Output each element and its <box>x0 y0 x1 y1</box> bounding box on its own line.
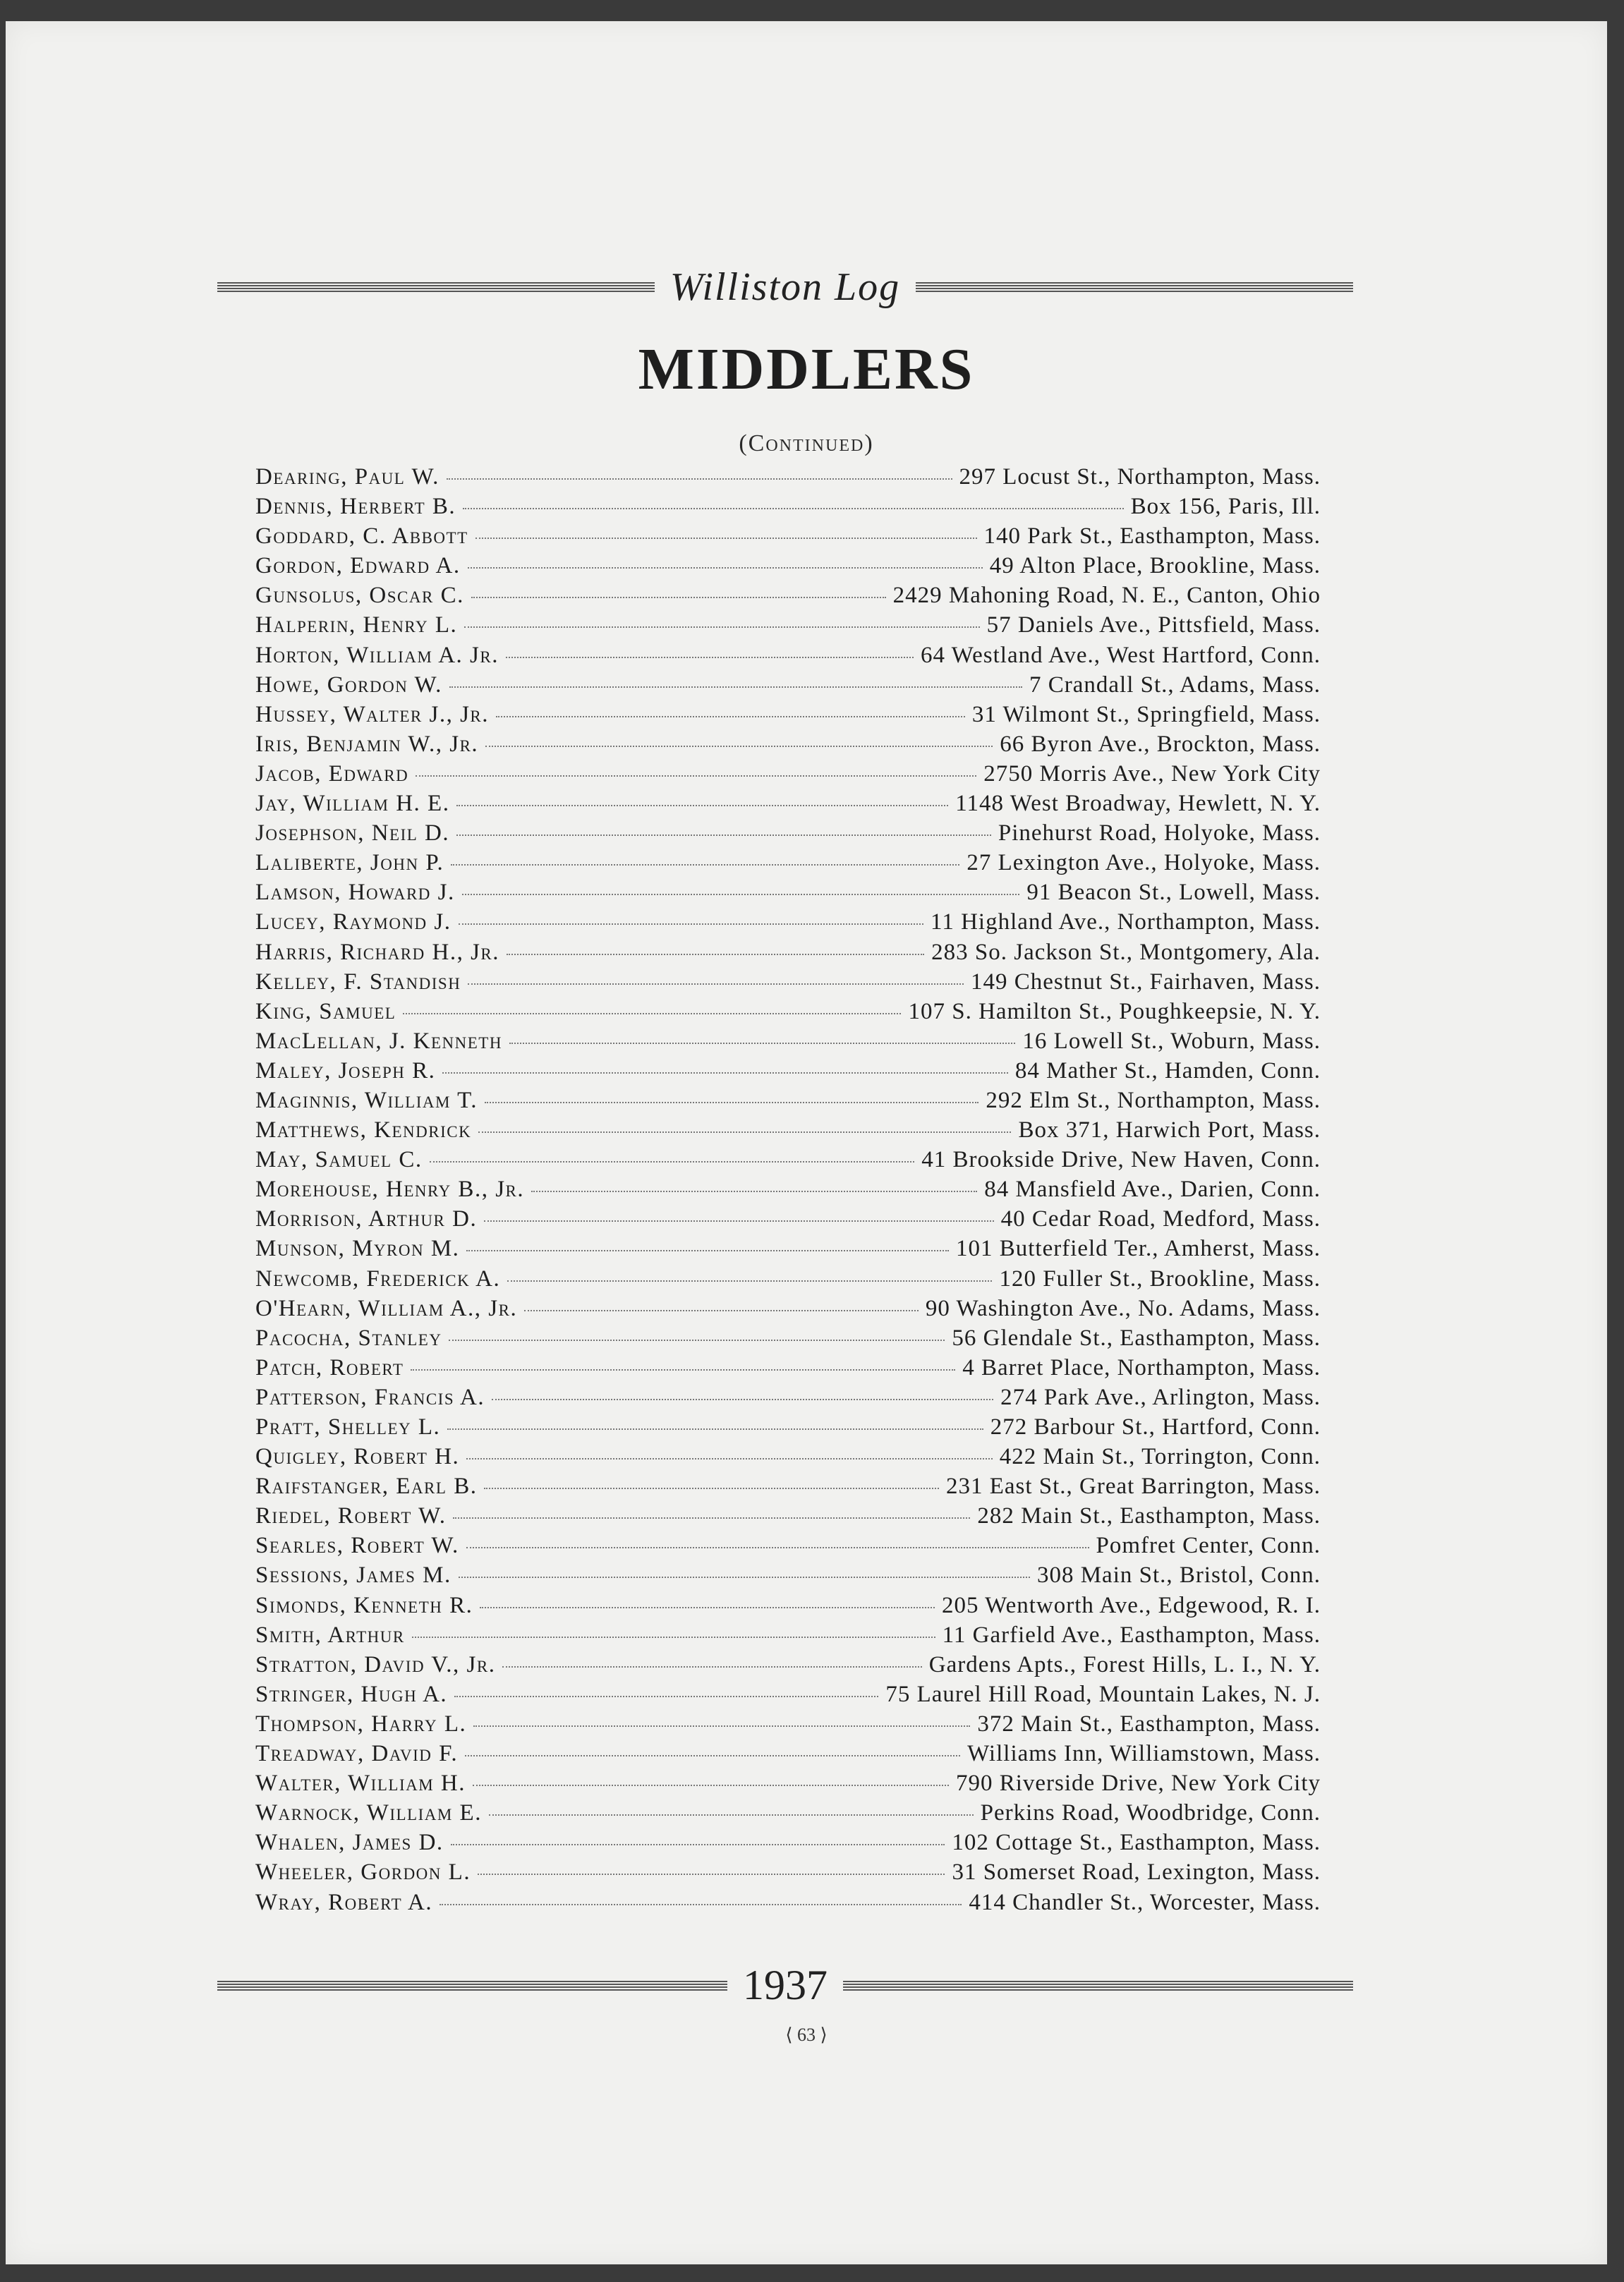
list-item <box>255 1652 1321 1682</box>
dot-leader <box>524 1309 919 1311</box>
entry-address: 231 East St., Great Barrington, Mass. <box>945 1474 1321 1500</box>
dot-leader <box>465 1754 960 1756</box>
list-item <box>255 1622 1321 1652</box>
dot-leader <box>453 1517 970 1519</box>
entry-address: 56 Glendale St., Easthampton, Mass. <box>952 1325 1321 1351</box>
list-item <box>255 1058 1321 1088</box>
footer-left-rule <box>217 1981 727 1991</box>
header-right-rule <box>916 282 1353 292</box>
entry-name: O'Hearn, William A., Jr. <box>255 1295 518 1321</box>
entry-address: 75 Laurel Hill Road, Mountain Lakes, N. J. <box>885 1681 1321 1707</box>
entry-address: 414 Chandler St., Worcester, Mass. <box>969 1889 1321 1915</box>
list-item <box>255 1117 1321 1147</box>
dot-leader <box>485 1101 978 1103</box>
entry-address: 1148 West Broadway, Hewlett, N. Y. <box>955 791 1321 817</box>
header-left-rule <box>217 282 655 292</box>
dot-leader <box>475 537 977 539</box>
list-item <box>255 672 1321 702</box>
dot-leader <box>468 983 964 985</box>
list-item <box>255 761 1321 791</box>
list-item <box>255 1593 1321 1622</box>
dot-leader <box>449 1339 945 1341</box>
entry-name: Walter, William H. <box>255 1771 466 1797</box>
dot-leader <box>451 1843 945 1845</box>
list-item <box>255 1147 1321 1177</box>
dot-leader <box>466 1457 992 1459</box>
list-item <box>255 1771 1321 1800</box>
entry-address: Perkins Road, Woodbridge, Conn. <box>980 1800 1321 1826</box>
dot-leader <box>502 1665 921 1668</box>
entry-name: Raifstanger, Earl B. <box>255 1474 478 1500</box>
list-item <box>255 1414 1321 1444</box>
entry-name: Kelley, F. Standish <box>255 969 461 995</box>
dot-leader <box>468 566 983 569</box>
entry-address: 297 Locust St., Northampton, Mass. <box>959 464 1321 490</box>
page-subtitle: (Continued) <box>739 430 874 456</box>
dot-leader <box>440 1903 962 1905</box>
entry-address: 283 So. Jackson St., Montgomery, Ala. <box>931 939 1321 965</box>
entry-address: 49 Alton Place, Brookline, Mass. <box>989 553 1321 579</box>
folio-right-bracket: ⟩ <box>816 2025 828 2045</box>
list-item <box>255 909 1321 939</box>
dot-leader <box>412 1636 935 1638</box>
dot-leader <box>451 863 959 866</box>
dot-leader <box>462 893 1020 895</box>
entry-name: Patterson, Francis A. <box>255 1384 485 1410</box>
dot-leader <box>416 775 976 777</box>
entry-address: Gardens Apts., Forest Hills, L. I., N. Y. <box>928 1651 1321 1677</box>
list-item <box>255 1325 1321 1355</box>
document-page <box>6 21 1607 2264</box>
entry-name: Lucey, Raymond J. <box>255 909 452 935</box>
dot-leader <box>506 656 914 658</box>
dot-leader <box>489 1814 974 1816</box>
entry-name: Horton, William A. Jr. <box>255 642 499 668</box>
entry-name: Dennis, Herbert B. <box>255 494 456 520</box>
page-number: 63 <box>797 2025 816 2045</box>
list-item <box>255 1533 1321 1562</box>
entry-name: Iris, Benjamin W., Jr. <box>255 731 479 757</box>
list-item <box>255 1355 1321 1385</box>
entry-name: Harris, Richard H., Jr. <box>255 939 500 965</box>
list-item <box>255 1236 1321 1266</box>
list-item <box>255 553 1321 583</box>
list-item <box>255 1890 1321 1919</box>
list-item <box>255 1682 1321 1711</box>
entry-name: Morrison, Arthur D. <box>255 1206 478 1232</box>
dot-leader <box>473 1725 970 1727</box>
dot-leader <box>531 1190 977 1192</box>
entry-address: 282 Main St., Easthampton, Mass. <box>977 1503 1321 1529</box>
entry-name: King, Samuel <box>255 998 396 1024</box>
list-item <box>255 1830 1321 1859</box>
dot-leader <box>403 1012 901 1014</box>
entry-name: Hussey, Walter J., Jr. <box>255 701 489 727</box>
entry-address: 27 Lexington Ave., Holyoke, Mass. <box>966 850 1321 876</box>
entry-name: May, Samuel C. <box>255 1147 423 1173</box>
dot-leader <box>463 507 1123 509</box>
entry-name: Munson, Myron M. <box>255 1236 460 1262</box>
entry-address: 372 Main St., Easthampton, Mass. <box>977 1711 1321 1737</box>
entry-address: Pinehurst Road, Holyoke, Mass. <box>998 820 1321 846</box>
list-item <box>255 791 1321 820</box>
entry-address: Box 156, Paris, Ill. <box>1130 494 1321 520</box>
list-item <box>255 702 1321 732</box>
dot-leader <box>473 1784 949 1786</box>
entry-address: 57 Daniels Ave., Pittsfield, Mass. <box>986 612 1321 638</box>
dot-leader <box>484 1220 993 1222</box>
dot-leader <box>478 1131 1011 1133</box>
entry-address: 90 Washington Ave., No. Adams, Mass. <box>925 1295 1321 1321</box>
list-item <box>255 643 1321 672</box>
entry-address: 272 Barbour St., Hartford, Conn. <box>990 1414 1321 1440</box>
entry-name: Wray, Robert A. <box>255 1889 433 1915</box>
entry-address: 422 Main St., Torrington, Conn. <box>999 1444 1321 1470</box>
dot-leader <box>492 1398 993 1400</box>
footer-right-rule <box>843 1981 1353 1991</box>
entry-name: Smith, Arthur <box>255 1622 405 1648</box>
dot-leader <box>464 626 979 628</box>
entry-address: 31 Wilmont St., Springfield, Mass. <box>971 701 1321 727</box>
entry-name: Newcomb, Frederick A. <box>255 1266 501 1292</box>
list-item <box>255 1859 1321 1889</box>
entry-name: Patch, Robert <box>255 1354 404 1380</box>
dot-leader <box>466 1249 949 1251</box>
entry-name: Maley, Joseph R. <box>255 1057 436 1084</box>
entry-address: 205 Wentworth Ave., Edgewood, R. I. <box>941 1592 1321 1618</box>
entry-name: Maginnis, William T. <box>255 1087 478 1113</box>
entry-name: Thompson, Harry L. <box>255 1711 467 1737</box>
list-item <box>255 999 1321 1028</box>
entry-address: 107 S. Hamilton St., Poughkeepsie, N. Y. <box>908 998 1321 1024</box>
dot-leader <box>459 1576 1030 1578</box>
page-number-folio <box>6 2025 1607 2046</box>
entry-name: Matthews, Kendrick <box>255 1117 472 1143</box>
list-item <box>255 940 1321 969</box>
list-item <box>255 464 1321 494</box>
list-item <box>255 880 1321 909</box>
list-item <box>255 1741 1321 1771</box>
folio-left-bracket: ⟨ <box>785 2025 797 2045</box>
dot-leader <box>456 834 991 836</box>
list-item <box>255 1206 1321 1236</box>
list-item <box>255 850 1321 880</box>
entry-address: 41 Brookside Drive, New Haven, Conn. <box>921 1147 1321 1173</box>
dot-leader <box>456 804 948 806</box>
list-item <box>255 1800 1321 1830</box>
dot-leader <box>485 745 993 747</box>
entry-address: 149 Chestnut St., Fairhaven, Mass. <box>971 969 1321 995</box>
entry-address: 11 Highland Ave., Northampton, Mass. <box>931 909 1321 935</box>
entry-name: Laliberte, John P. <box>255 850 444 876</box>
entry-address: 7 Crandall St., Adams, Mass. <box>1029 672 1321 698</box>
dot-leader <box>480 1606 935 1608</box>
entry-address: Box 371, Harwich Port, Mass. <box>1018 1117 1321 1143</box>
entry-name: Whalen, James D. <box>255 1830 444 1856</box>
entry-name: Sessions, James M. <box>255 1562 452 1589</box>
entry-name: Stratton, David V., Jr. <box>255 1651 496 1677</box>
entry-name: Riedel, Robert W. <box>255 1503 447 1529</box>
entry-name: Quigley, Robert H. <box>255 1444 460 1470</box>
dot-leader <box>496 715 965 717</box>
dot-leader <box>411 1368 955 1371</box>
entry-name: Jacob, Edward <box>255 760 409 787</box>
dot-leader <box>449 686 1022 688</box>
dot-leader <box>459 923 924 925</box>
entry-name: Dearing, Paul W. <box>255 464 440 490</box>
list-item <box>255 820 1321 850</box>
list-item <box>255 1177 1321 1206</box>
entry-address: 16 Lowell St., Woburn, Mass. <box>1022 1028 1321 1054</box>
list-item <box>255 583 1321 612</box>
entry-address: 4 Barret Place, Northampton, Mass. <box>962 1354 1321 1380</box>
dot-leader <box>507 1280 992 1282</box>
list-item <box>255 1028 1321 1058</box>
entry-address: 31 Somerset Road, Lexington, Mass. <box>952 1859 1321 1886</box>
entry-address: 101 Butterfield Ter., Amherst, Mass. <box>955 1236 1321 1262</box>
directory-list <box>255 464 1321 1919</box>
entry-address: 2750 Morris Ave., New York City <box>983 760 1321 787</box>
entry-name: Stringer, Hugh A. <box>255 1681 448 1707</box>
list-item <box>255 1444 1321 1474</box>
entry-address: 140 Park St., Easthampton, Mass. <box>983 523 1321 550</box>
entry-address: 790 Riverside Drive, New York City <box>955 1771 1321 1797</box>
list-item <box>255 1562 1321 1592</box>
entry-name: MacLellan, J. Kenneth <box>255 1028 502 1054</box>
entry-address: 84 Mather St., Hamden, Conn. <box>1014 1057 1321 1084</box>
dot-leader <box>507 953 924 955</box>
entry-name: Simonds, Kenneth R. <box>255 1592 473 1618</box>
list-item <box>255 612 1321 642</box>
list-item <box>255 1711 1321 1741</box>
list-item <box>255 969 1321 999</box>
entry-address: 11 Garfield Ave., Easthampton, Mass. <box>942 1622 1321 1648</box>
entry-address: Pomfret Center, Conn. <box>1096 1533 1321 1559</box>
dot-leader <box>471 596 886 598</box>
entry-address: 292 Elm St., Northampton, Mass. <box>986 1087 1321 1113</box>
entry-address: 91 Beacon St., Lowell, Mass. <box>1026 880 1321 906</box>
entry-name: Wheeler, Gordon L. <box>255 1859 471 1886</box>
entry-address: 274 Park Ave., Arlington, Mass. <box>1000 1384 1321 1410</box>
list-item <box>255 494 1321 523</box>
list-item <box>255 1474 1321 1503</box>
list-item <box>255 1503 1321 1533</box>
list-item <box>255 732 1321 761</box>
list-item <box>255 1088 1321 1117</box>
entry-address: 84 Mansfield Ave., Darien, Conn. <box>984 1177 1321 1203</box>
list-item <box>255 1296 1321 1325</box>
entry-name: Gunsolus, Oscar C. <box>255 583 464 609</box>
dot-leader <box>430 1160 915 1163</box>
dot-leader <box>442 1072 1008 1074</box>
entry-name: Gordon, Edward A. <box>255 553 461 579</box>
entry-name: Searles, Robert W. <box>255 1533 459 1559</box>
list-item <box>255 523 1321 553</box>
entry-name: Warnock, William E. <box>255 1800 482 1826</box>
entry-name: Jay, William H. E. <box>255 791 450 817</box>
entry-name: Josephson, Neil D. <box>255 820 450 846</box>
dot-leader <box>509 1042 1015 1044</box>
entry-name: Pacocha, Stanley <box>255 1325 442 1351</box>
entry-name: Halperin, Henry L. <box>255 612 458 638</box>
entry-name: Treadway, David F. <box>255 1741 459 1767</box>
dot-leader <box>447 478 952 480</box>
entry-address: 308 Main St., Bristol, Conn. <box>1036 1562 1321 1589</box>
dot-leader <box>447 1428 983 1430</box>
entry-address: 102 Cottage St., Easthampton, Mass. <box>952 1830 1321 1856</box>
running-header <box>217 265 1353 310</box>
entry-address: 40 Cedar Road, Medford, Mass. <box>1000 1206 1321 1232</box>
footer-year: 1937 <box>743 1962 828 2008</box>
entry-name: Howe, Gordon W. <box>255 672 442 698</box>
entry-address: 2429 Mahoning Road, N. E., Canton, Ohio <box>892 583 1321 609</box>
entry-address: Williams Inn, Williamstown, Mass. <box>967 1741 1321 1767</box>
dot-leader <box>484 1487 939 1489</box>
entry-address: 120 Fuller St., Brookline, Mass. <box>999 1266 1321 1292</box>
entry-address: 66 Byron Ave., Brockton, Mass. <box>1000 731 1321 757</box>
dot-leader <box>454 1695 878 1697</box>
list-item <box>255 1266 1321 1296</box>
running-footer <box>217 1961 1353 2010</box>
entry-name: Goddard, C. Abbott <box>255 523 468 550</box>
dot-leader <box>466 1546 1089 1548</box>
page-title: MIDDLERS <box>638 336 975 402</box>
list-item <box>255 1385 1321 1414</box>
running-header-title: Williston Log <box>669 265 901 309</box>
entry-name: Lamson, Howard J. <box>255 880 455 906</box>
dot-leader <box>478 1873 945 1875</box>
entry-name: Morehouse, Henry B., Jr. <box>255 1177 525 1203</box>
entry-name: Pratt, Shelley L. <box>255 1414 441 1440</box>
entry-address: 64 Westland Ave., West Hartford, Conn. <box>920 642 1321 668</box>
